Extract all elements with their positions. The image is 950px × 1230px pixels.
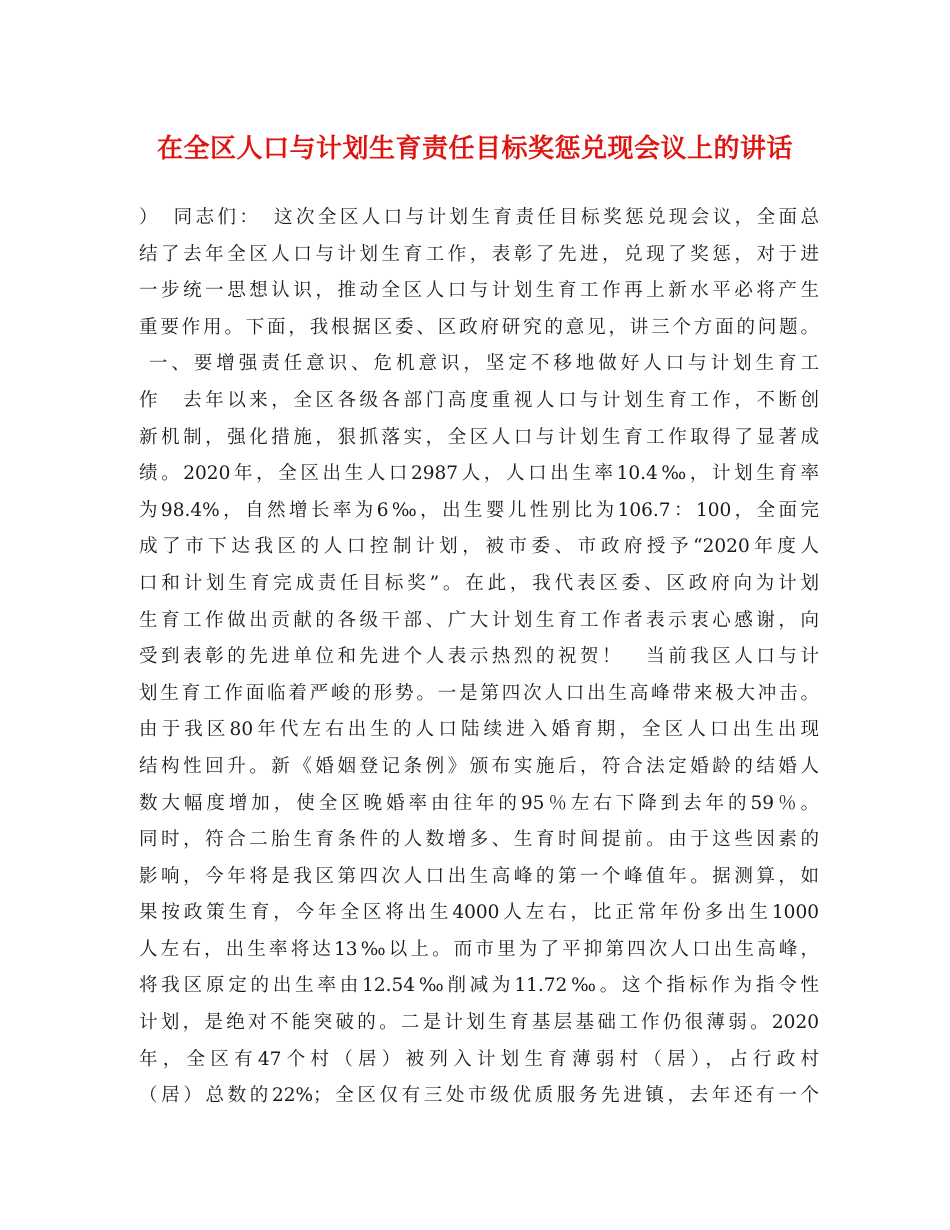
body-line: 影响，今年将是我区第四次人口出生高峰的第一个峰值年。据测算，如 bbox=[139, 865, 819, 887]
body-line: 成了市下达我区的人口控制计划，被市委、市政府授予“2020年度人 bbox=[139, 536, 819, 558]
body-line: （居）总数的22%；全区仅有三处市级优质服务先进镇，去年还有一个 bbox=[139, 1085, 819, 1107]
body-line: 作 去年以来，全区各级各部门高度重视人口与计划生育工作，不断创 bbox=[139, 389, 819, 411]
document-body bbox=[139, 200, 819, 1115]
body-line: 重要作用。下面，我根据区委、区政府研究的意见，讲三个方面的问题。 bbox=[139, 316, 819, 338]
body-line: 生育工作做出贡献的各级干部、广大计划生育工作者表示衷心感谢，向 bbox=[139, 609, 819, 631]
body-line: 为98.4%，自然增长率为6‰，出生婴儿性别比为106.7：100，全面完 bbox=[139, 499, 819, 521]
body-line: 计划，是绝对不能突破的。二是计划生育基层基础工作仍很薄弱。2020 bbox=[139, 1012, 819, 1034]
body-line: 结构性回升。新《婚姻登记条例》颁布实施后，符合法定婚龄的结婚人 bbox=[139, 755, 819, 777]
body-line: 一、要增强责任意识、危机意识，坚定不移地做好人口与计划生育工 bbox=[139, 353, 819, 375]
body-line: 绩。2020年，全区出生人口2987人，人口出生率10.4‰，计划生育率 bbox=[139, 463, 819, 485]
body-line: 划生育工作面临着严峻的形势。一是第四次人口出生高峰带来极大冲击。 bbox=[139, 682, 819, 704]
body-line: 果按政策生育，今年全区将出生4000人左右，比正常年份多出生1000 bbox=[139, 902, 819, 924]
body-line: 新机制，强化措施，狠抓落实，全区人口与计划生育工作取得了显著成 bbox=[139, 426, 819, 448]
body-line: 口和计划生育完成责任目标奖”。在此，我代表区委、区政府向为计划 bbox=[139, 572, 819, 594]
body-line: 人左右，出生率将达13‰以上。而市里为了平抑第四次人口出生高峰， bbox=[139, 938, 819, 960]
document-title: 在全区人口与计划生育责任目标奖惩兑现会议上的讲话 bbox=[156, 134, 793, 164]
body-line: 年，全区有47个村（居）被列入计划生育薄弱村（居），占行政村 bbox=[139, 1048, 819, 1070]
body-line: 由于我区80年代左右出生的人口陆续进入婚育期，全区人口出生出现 bbox=[139, 719, 819, 741]
body-line: ） 同志们： 这次全区人口与计划生育责任目标奖惩兑现会议，全面总 bbox=[139, 207, 819, 228]
body-line: 结了去年全区人口与计划生育工作，表彰了先进，兑现了奖惩，对于进 bbox=[139, 243, 819, 265]
body-line: 数大幅度增加，使全区晚婚率由往年的95％左右下降到去年的59％。 bbox=[139, 792, 819, 814]
body-line: 将我区原定的出生率由12.54‰削减为11.72‰。这个指标作为指令性 bbox=[139, 975, 819, 997]
body-line: 受到表彰的先进单位和先进个人表示热烈的祝贺！ 当前我区人口与计 bbox=[139, 646, 819, 668]
body-line: 同时，符合二胎生育条件的人数增多、生育时间提前。由于这些因素的 bbox=[139, 829, 819, 851]
body-line: 一步统一思想认识，推动全区人口与计划生育工作再上新水平必将产生 bbox=[139, 280, 819, 302]
